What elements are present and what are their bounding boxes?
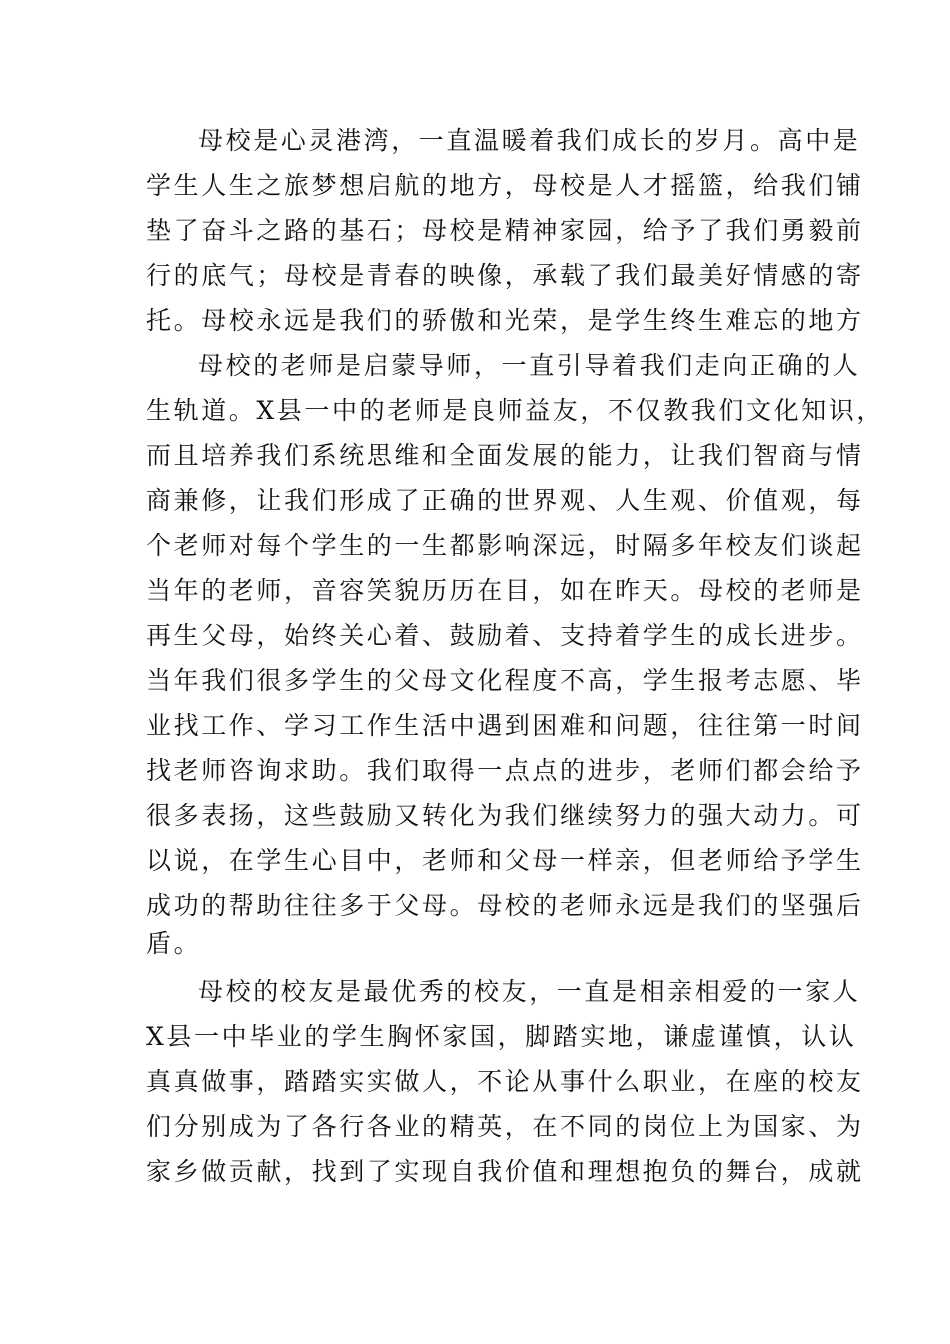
text-line-8: 而且培养我们系统思维和全面发展的能力，让我们智商与情 [146,441,864,470]
text-line-19: 盾。 [146,929,202,958]
text-line-1: 母校是心灵港湾，一直温暖着我们成长的岁月。高中是 [198,126,861,155]
text-line-24: 家乡做贡献，找到了实现自我价值和理想抱负的舞台，成就 [146,1157,864,1186]
text-line-23: 们分别成为了各行各业的精英，在不同的岗位上为国家、为 [146,1112,864,1141]
text-line-15: 找老师咨询求助。我们取得一点点的进步，老师们都会给予 [146,756,864,785]
text-line-3: 垫了奋斗之路的基石；母校是精神家园，给予了我们勇毅前 [146,216,864,245]
text-line-10: 个老师对每个学生的一生都影响深远，时隔多年校友们谈起 [146,531,864,560]
text-line-13: 当年我们很多学生的父母文化程度不高，学生报考志愿、毕 [146,666,864,695]
text-line-14: 业找工作、学习工作生活中遇到困难和问题，往往第一时间 [146,711,864,740]
text-line-5: 托。母校永远是我们的骄傲和光荣，是学生终生难忘的地方 [146,306,864,335]
text-line-21: X县一中毕业的学生胸怀家国，脚踏实地，谦虚谨慎，认认 [146,1022,857,1051]
text-line-22: 真真做事，踏踏实实做人，不论从事什么职业，在座的校友 [146,1067,864,1096]
text-line-18: 成功的帮助往往多于父母。母校的老师永远是我们的坚强后 [146,891,864,920]
text-line-4: 行的底气；母校是青春的映像，承载了我们最美好情感的寄 [146,261,864,290]
text-line-7: 生轨道。X县一中的老师是良师益友，不仅教我们文化知识， [146,396,884,425]
text-line-12: 再生父母，始终关心着、鼓励着、支持着学生的成长进步。 [146,621,864,650]
text-line-20: 母校的校友是最优秀的校友，一直是相亲相爱的一家人 [198,977,861,1006]
text-line-16: 很多表扬，这些鼓励又转化为我们继续努力的强大动力。可 [146,801,864,830]
text-line-9: 商兼修，让我们形成了正确的世界观、人生观、价值观，每 [146,486,864,515]
text-line-11: 当年的老师，音容笑貌历历在目，如在昨天。母校的老师是 [146,576,864,605]
text-line-6: 母校的老师是启蒙导师，一直引导着我们走向正确的人 [198,351,861,380]
text-line-17: 以说，在学生心目中，老师和父母一样亲，但老师给予学生 [146,846,864,875]
text-line-2: 学生人生之旅梦想启航的地方，母校是人才摇篮，给我们铺 [146,171,864,200]
